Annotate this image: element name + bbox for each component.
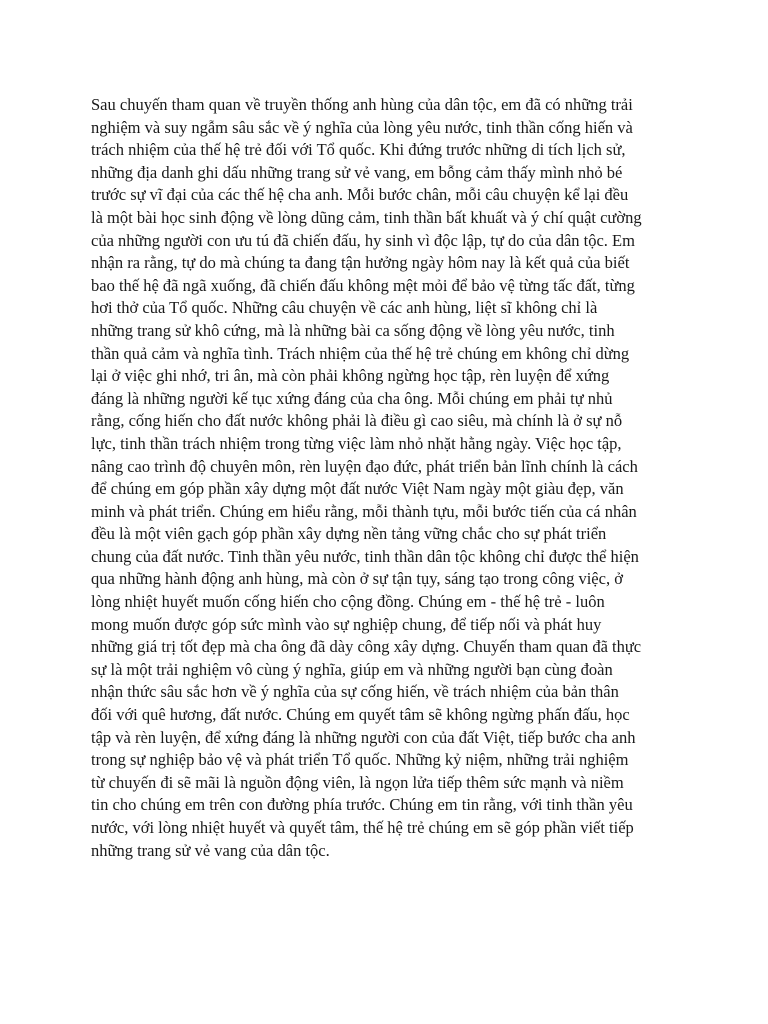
text-line: là một bài học sinh động về lòng dũng cảm, tinh thần bất khuất và ý chí quật cường (91, 207, 642, 227)
text-line: minh và phát triển. Chúng em hiểu rằng, mỗi thành tựu, mỗi bước tiến của cá nhân (91, 501, 637, 521)
text-line: mong muốn được góp sức mình vào sự nghiệp chung, để tiếp nối và phát huy (91, 614, 602, 634)
text-line: thần quả cảm và nghĩa tình. Trách nhiệm của thế hệ trẻ chúng em không chỉ dừng (91, 343, 630, 363)
text-line: Sau chuyến tham quan về truyền thống anh hùng của dân tộc, em đã có những trải (91, 95, 633, 114)
text-line: nhận thức sâu sắc hơn về ý nghĩa của sự cống hiến, về trách nhiệm của bản thân (91, 682, 619, 702)
text-line: lực, tinh thần trách nhiệm trong từng việc làm nhỏ nhặt hằng ngày. Việc học tập, (91, 433, 622, 453)
text-line: của những người con ưu tú đã chiến đấu, hy sinh vì độc lập, tự do của dân tộc. Em (91, 230, 635, 250)
text-line: sự là một trải nghiệm vô cùng ý nghĩa, giúp em và những người bạn cùng đoàn (91, 659, 613, 679)
text-line: đều là một viên gạch góp phần xây dựng nền tảng vững chắc cho sự phát triển (91, 524, 607, 544)
text-line: đáng là những người kế tục xứng đáng của cha ông. Mỗi chúng em phải tự nhủ (91, 388, 613, 408)
text-line: nước, với lòng nhiệt huyết và quyết tâm, thế hệ trẻ chúng em sẽ góp phần viết tiếp (91, 818, 634, 837)
text-line: từ chuyến đi sẽ mãi là nguồn động viên, là ngọn lửa tiếp thêm sức mạnh và niềm (91, 772, 624, 792)
text-line: tập và rèn luyện, để xứng đáng là những người con của đất Việt, tiếp bước cha anh (91, 727, 636, 747)
text-line: lại ở việc ghi nhớ, tri ân, mà còn phải không ngừng học tập, rèn luyện để xứng (91, 366, 610, 386)
text-line: nâng cao trình độ chuyên môn, rèn luyện đạo đức, phát triển bản lĩnh chính là cách (91, 456, 638, 476)
text-line: những trang sử khô cứng, mà là những bài ca sống động về lòng yêu nước, tinh (91, 320, 615, 340)
text-line: trong sự nghiệp bảo vệ và phát triển Tổ quốc. Những kỷ niệm, những trải nghiệm (91, 750, 629, 770)
text-line: trước sự vĩ đại của các thế hệ cha anh. Mỗi bước chân, mỗi câu chuyện kể lại đều (91, 185, 629, 205)
text-line: rằng, cống hiến cho đất nước không phải là điều gì cao siêu, mà chính là ở sự nỗ (91, 411, 623, 431)
text-line: bao thế hệ đã ngã xuống, đã chiến đấu không mệt mỏi để bảo vệ từng tấc đất, từng (91, 275, 635, 295)
text-line: đối với quê hương, đất nước. Chúng em quyết tâm sẽ không ngừng phấn đấu, học (91, 705, 630, 725)
text-line: chung của đất nước. Tinh thần yêu nước, tinh thần dân tộc không chỉ được thể hiện (91, 546, 639, 566)
text-line: những trang sử vẻ vang của dân tộc. (91, 840, 330, 860)
body-paragraph (91, 94, 691, 862)
text-line: những giá trị tốt đẹp mà cha ông đã dày công xây dựng. Chuyến tham quan đã thực (91, 637, 642, 657)
text-line: để chúng em góp phần xây dựng một đất nước Việt Nam ngày một giàu đẹp, văn (91, 479, 624, 499)
text-line: qua những hành động anh hùng, mà còn ở sự tận tụy, sáng tạo trong công việc, ở (91, 569, 623, 589)
text-line: những địa danh ghi dấu những trang sử vẻ vang, em bỗng cảm thấy mình nhỏ bé (91, 162, 623, 182)
text-line: trách nhiệm của thế hệ trẻ đối với Tổ quốc. Khi đứng trước những di tích lịch sử, (91, 140, 626, 160)
text-line: tin cho chúng em trên con đường phía trước. Chúng em tin rằng, với tinh thần yêu (91, 795, 633, 815)
text-line: nhận ra rằng, tự do mà chúng ta đang tận hưởng ngày hôm nay là kết quả của biết (91, 253, 630, 273)
text-line: lòng nhiệt huyết muốn cống hiến cho cộng đồng. Chúng em - thế hệ trẻ - luôn (91, 592, 605, 612)
text-line: nghiệm và suy ngẫm sâu sắc về ý nghĩa của lòng yêu nước, tinh thần cống hiến và (91, 117, 633, 137)
text-line: hơi thở của Tổ quốc. Những câu chuyện về các anh hùng, liệt sĩ không chỉ là (91, 298, 598, 318)
